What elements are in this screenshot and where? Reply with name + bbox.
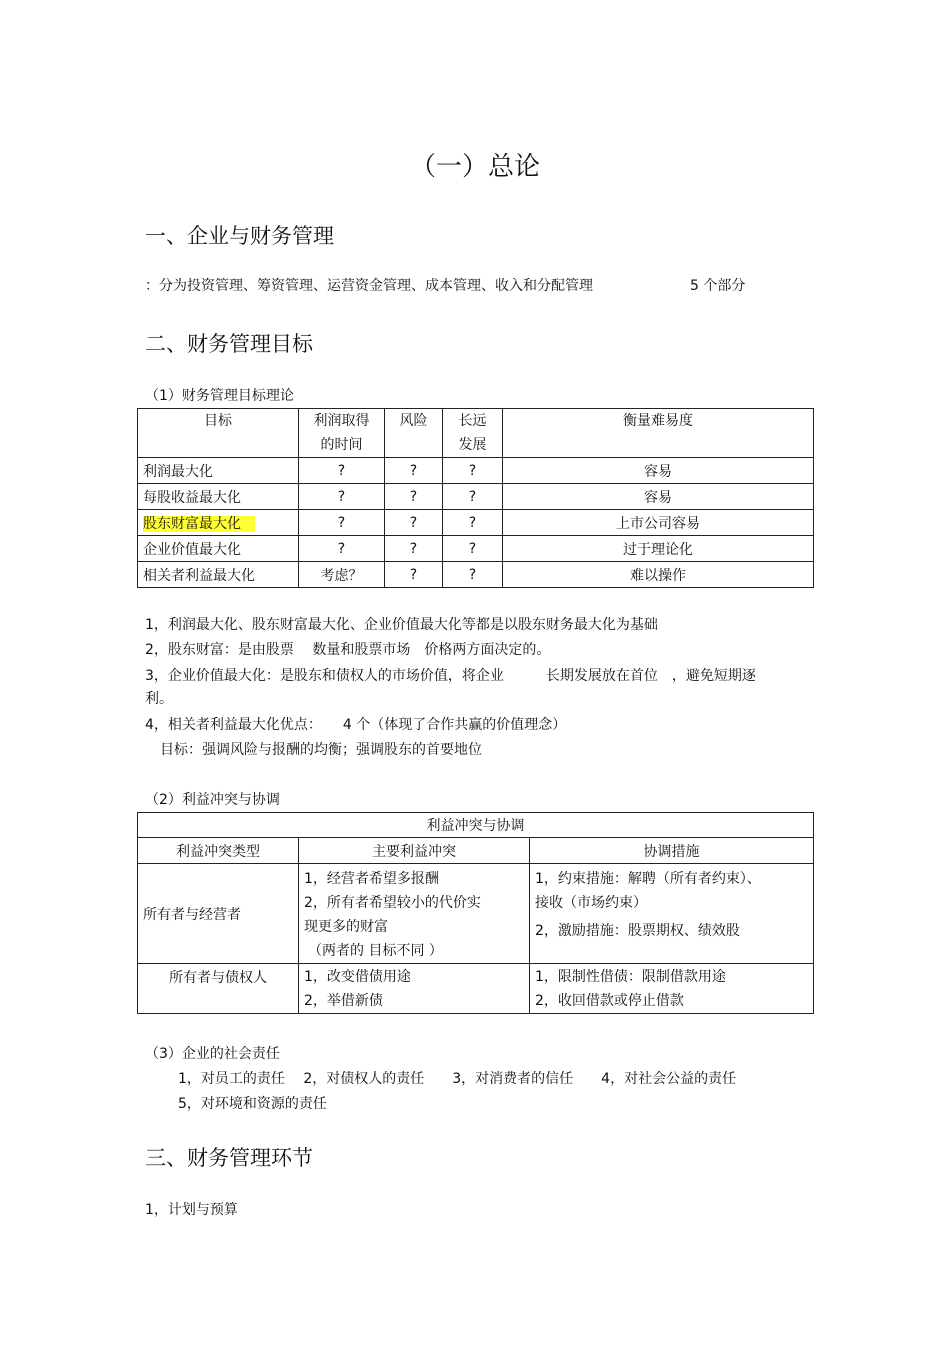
table-cell: 过于理论化: [503, 536, 814, 562]
header-cell: 利润取得 的时间: [299, 409, 385, 458]
table-cell: [299, 964, 530, 1014]
subheading-goal-theory: （1）财务管理目标理论: [145, 388, 294, 404]
list-item: 2，所有者希望较小的代价实: [304, 895, 481, 911]
note-line: 目标：强调风险与报酬的均衡；强调股东的首要地位: [160, 742, 482, 758]
table-cell: 考虑？: [299, 562, 385, 588]
table-cell: [530, 864, 814, 964]
section-heading-1: 一、企业与财务管理: [145, 224, 334, 248]
table-row: [138, 964, 814, 1014]
header-cell: 利益冲突类型: [138, 838, 299, 864]
list-item: 1，计划与预算: [145, 1202, 238, 1218]
conflict-table: [137, 812, 814, 1014]
list-item: 1，经营者希望多报酬: [304, 871, 439, 887]
table-cell: [138, 510, 299, 536]
section-heading-3: 三、财务管理环节: [145, 1146, 313, 1170]
section1-text-count: 5 个部分: [690, 278, 746, 294]
note-line: 1，利润最大化、股东财富最大化、企业价值最大化等都是以股东财务最大化为基础: [145, 617, 658, 633]
table-cell: ?: [299, 510, 385, 536]
table-cell: ?: [299, 458, 385, 484]
list-item: 1，改变借债用途: [304, 969, 411, 985]
table-cell: 所有者与经营者: [138, 864, 299, 964]
section1-text: ：分为投资管理、筹资管理、运营资金管理、成本管理、收入和分配管理: [145, 278, 593, 294]
subheading-social-responsibility: （3）企业的社会责任: [145, 1046, 280, 1062]
table-title-row: [138, 813, 814, 838]
table-cell: ?: [385, 510, 443, 536]
table-cell: ?: [385, 484, 443, 510]
responsibility-line: 1，对员工的责任 2，对债权人的责任 3，对消费者的信任 4，对社会公益的责任: [178, 1071, 737, 1087]
table-cell: [299, 864, 530, 964]
responsibility-line: 5，对环境和资源的责任: [178, 1096, 327, 1112]
note-line: 4，相关者利益最大化优点： 4 个（体现了合作共赢的价值理念）: [145, 717, 567, 733]
subheading-conflict: （2）利益冲突与协调: [145, 792, 280, 808]
table-cell: ?: [385, 536, 443, 562]
header-cell: 协调措施: [530, 838, 814, 864]
list-item: （两者的 目标不同 ）: [308, 943, 443, 959]
table-cell: ?: [443, 536, 503, 562]
note-line: 2，股东财富：是由股票 数量和股票市场 价格两方面决定的。: [145, 642, 551, 658]
table-header-row: [138, 838, 814, 864]
table-cell: ?: [299, 484, 385, 510]
table-cell: 容易: [503, 458, 814, 484]
header-cell: 长远 发展: [443, 409, 503, 458]
table-cell: ?: [443, 510, 503, 536]
note-line: 利。: [145, 691, 173, 707]
table-cell: ?: [299, 536, 385, 562]
list-item: 1，约束措施：解聘（所有者约束）、: [535, 871, 761, 887]
table-row: [138, 562, 814, 588]
list-item: 1，限制性借债：限制借款用途: [535, 969, 726, 985]
header-cell: 衡量难易度: [503, 409, 814, 458]
header-cell: 风险: [385, 409, 443, 458]
table-row: [138, 536, 814, 562]
table-cell: ?: [443, 562, 503, 588]
table-cell: 每股收益最大化: [138, 484, 299, 510]
table-header-row: [138, 409, 814, 458]
table-row: [138, 864, 814, 964]
table-cell: [530, 964, 814, 1014]
table-cell: 容易: [503, 484, 814, 510]
header-cell: 目标: [138, 409, 299, 458]
goal-theory-table: [137, 408, 814, 588]
page-title: （一）总论: [409, 152, 540, 182]
table-cell: 难以操作: [503, 562, 814, 588]
list-item: 现更多的财富: [304, 919, 388, 935]
list-item: 2，激励措施：股票期权、绩效股: [535, 923, 740, 939]
note-line: 3，企业价值最大化：是股东和债权人的市场价值，将企业 长期发展放在首位 ，避免短期逐: [145, 668, 756, 684]
table-cell: ?: [385, 458, 443, 484]
table-cell: 上市公司容易: [503, 510, 814, 536]
list-item: 2，举借新债: [304, 993, 383, 1009]
list-item: 接收（市场约束）: [535, 895, 647, 911]
table-row: [138, 510, 814, 536]
table-title-cell: 利益冲突与协调: [138, 813, 814, 838]
table-row: [138, 484, 814, 510]
highlighted-text: 股东财富最大化: [143, 516, 255, 532]
table-cell: ?: [443, 458, 503, 484]
header-cell: 主要利益冲突: [299, 838, 530, 864]
table-cell: 所有者与债权人: [138, 964, 299, 1014]
table-cell: ?: [443, 484, 503, 510]
section-heading-2: 二、财务管理目标: [145, 332, 313, 356]
list-item: 2，收回借款或停止借款: [535, 993, 684, 1009]
table-cell: ?: [385, 562, 443, 588]
table-cell: 利润最大化: [138, 458, 299, 484]
table-row: [138, 458, 814, 484]
table-cell: 企业价值最大化: [138, 536, 299, 562]
table-cell: 相关者利益最大化: [138, 562, 299, 588]
